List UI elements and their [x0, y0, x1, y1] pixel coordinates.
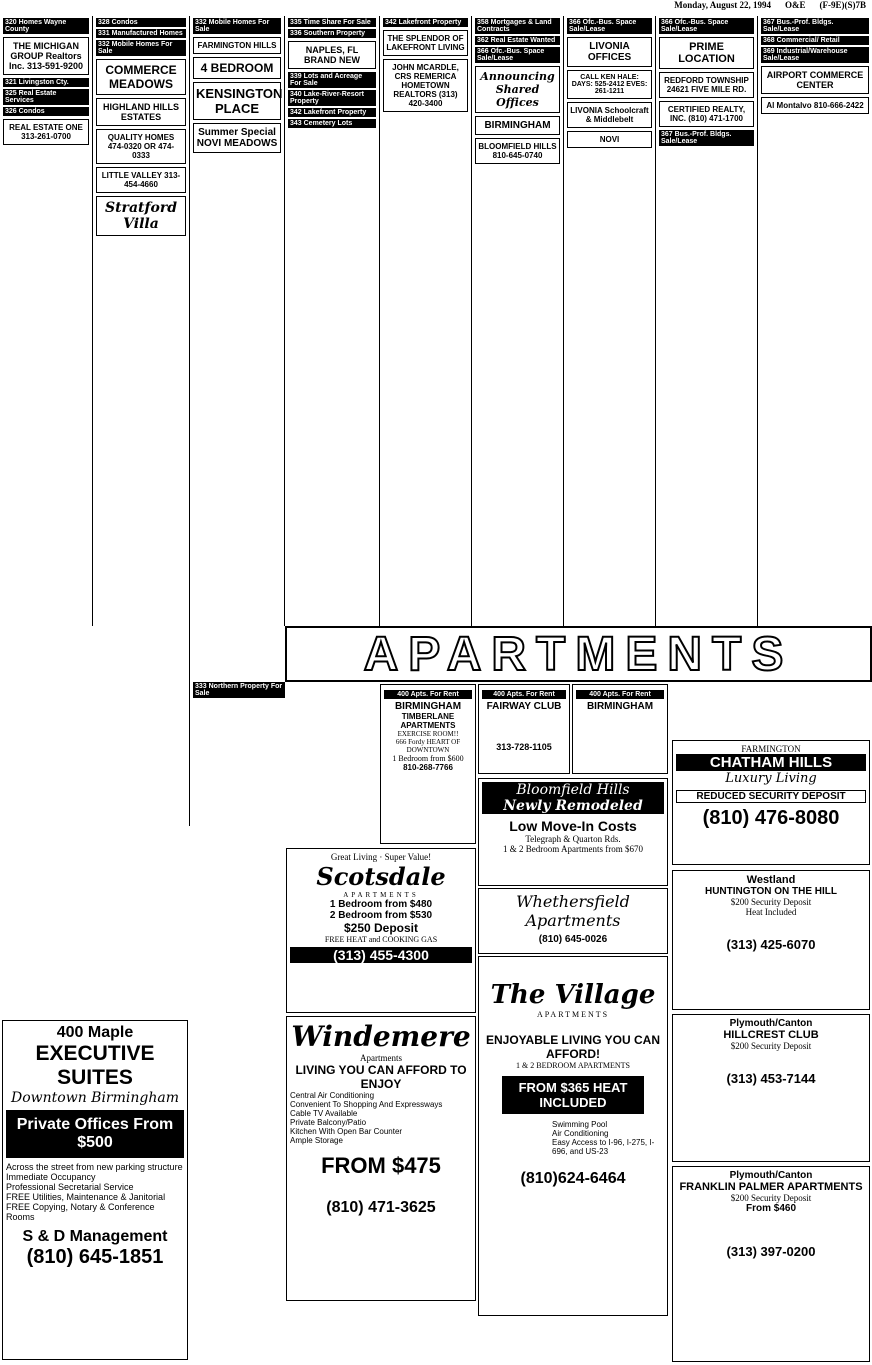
section-header: 400 Apts. For Rent	[482, 690, 566, 699]
ad-scotsdale	[286, 848, 476, 1013]
ad-bloomfield-hills	[478, 778, 668, 886]
section-header: 366 Ofc.-Bus. Space Sale/Lease	[659, 18, 754, 34]
column-4	[285, 16, 380, 626]
ad-prime-location: PRIME LOCATION	[659, 37, 754, 69]
village-bullet: Easy Access to I-96, I-275, I-696, and US-23	[552, 1138, 655, 1156]
ad-remerica: JOHN MCARDLE, CRS REMERICA HOMETOWN REALTORS (313) 420-3400	[383, 59, 468, 112]
scotsdale-phone: (313) 455-4300	[290, 947, 472, 963]
hillcrest-deposit: $200 Security Deposit	[730, 1041, 812, 1051]
village-line: 1 & 2 BEDROOM APARTMENTS	[516, 1061, 630, 1070]
franklin-deposit: $200 Security Deposit	[730, 1193, 812, 1203]
ad-naples: NAPLES, FL BRAND NEW	[288, 41, 376, 69]
section-header: 325 Real Estate Services	[3, 89, 89, 105]
ad-michigan-group: THE MICHIGAN GROUP Realtors Inc. 313-591-9200	[3, 37, 89, 75]
timberlane-pool: EXERCISE ROOM!!	[397, 730, 459, 738]
windemere-bullets	[290, 1091, 472, 1145]
section-header: 332 Mobile Homes For Sale	[193, 18, 281, 34]
section-header: 367 Bus.-Prof. Bldgs. Sale/Lease	[659, 130, 754, 146]
windemere-bullet: Kitchen With Open Bar Counter	[290, 1127, 403, 1136]
column-6	[472, 16, 564, 626]
hillcrest-area: Plymouth/Canton	[729, 1018, 813, 1029]
exec-title: 400 Maple	[56, 1024, 134, 1041]
section-header: 336 Southern Property	[288, 29, 376, 38]
lincoln-title: BIRMINGHAM	[586, 701, 654, 712]
exec-offer: Private Offices From $500	[6, 1110, 184, 1158]
section-header: 339 Lots and Acreage For Sale	[288, 72, 376, 88]
bloomfield-offer: Low Move-In Costs	[509, 818, 637, 834]
section-header: 400 Apts. For Rent	[384, 690, 472, 699]
apartments-banner	[285, 626, 872, 682]
chatham-sub: Luxury Living	[725, 771, 817, 786]
ad-bloomfield-hills-office: BLOOMFIELD HILLS 810-645-0740	[475, 138, 560, 164]
village-bullet: Air Conditioning	[552, 1129, 609, 1138]
huntington-heat: Heat Included	[745, 907, 797, 917]
section-header: 320 Homes Wayne County	[3, 18, 89, 34]
scotsdale-sub: APARTMENTS	[343, 891, 419, 899]
exec-bullet: FREE Copying, Notary & Conference Rooms	[6, 1202, 155, 1222]
village-sub: APARTMENTS	[536, 1010, 610, 1019]
section-header: 332 Mobile Homes For Sale	[96, 40, 186, 56]
column-7	[564, 16, 656, 626]
exec-bullets	[6, 1162, 184, 1222]
ad-hillcrest	[672, 1014, 870, 1162]
windemere-price: FROM $475	[321, 1153, 441, 1178]
windemere-headline: LIVING YOU CAN AFFORD TO ENJOY	[295, 1063, 467, 1091]
section-header: 340 Lake-River-Resort Property	[288, 90, 376, 106]
section-header: 400 Apts. For Rent	[576, 690, 664, 699]
exec-bullet: Across the street from new parking structure	[6, 1162, 183, 1172]
scotsdale-two-bed: 2 Bedroom from $530	[329, 910, 433, 921]
ad-franklin-palmer	[672, 1166, 870, 1362]
apartments-title: APARTMENTS	[363, 627, 794, 681]
ad-shared-offices: Announcing Shared Offices	[475, 66, 560, 113]
section-header: 362 Real Estate Wanted	[475, 36, 560, 45]
windemere-bullet: Central Air Conditioning	[290, 1091, 375, 1100]
village-bullets	[482, 1120, 664, 1156]
ad-timberlane	[380, 684, 476, 844]
section-header: 328 Condos	[96, 18, 186, 27]
section-header: 333 Northern Property For Sale	[193, 682, 285, 698]
timberlane-price: 1 Bedroom from $600	[392, 754, 464, 763]
chatham-area: FARMINGTON	[741, 744, 801, 754]
ad-quality-homes: QUALITY HOMES 474-0320 OR 474-0333	[96, 129, 186, 164]
ad-the-village	[478, 956, 668, 1316]
ad-4-bedroom: 4 BEDROOM	[193, 57, 281, 79]
exec-phone: (810) 645-1851	[26, 1246, 164, 1268]
exec-company: S & D Management	[22, 1228, 168, 1245]
huntington-deposit: $200 Security Deposit	[730, 897, 812, 907]
village-name: The Village	[490, 980, 656, 1010]
windemere-phone: (810) 471-3625	[326, 1199, 436, 1216]
scotsdale-deposit: $250 Deposit	[343, 921, 419, 935]
column-8	[656, 16, 758, 626]
timberlane-address: 666 Fordy HEART OF DOWNTOWN	[395, 738, 461, 754]
ad-birmingham-lincoln	[572, 684, 668, 774]
timberlane-title: BIRMINGHAM	[394, 701, 462, 712]
bloomfield-sub: Newly Remodeled	[482, 798, 664, 814]
section-header: 366 Ofc.-Bus. Space Sale/Lease	[475, 47, 560, 63]
column-3	[190, 16, 285, 626]
chatham-phone: (810) 476-8080	[702, 807, 840, 829]
section-header: 342 Lakefront Property	[288, 108, 376, 117]
scotsdale-name: Scotsdale	[316, 862, 446, 891]
bloomfield-title: Bloomfield Hills	[482, 782, 664, 798]
ad-chatham-hills	[672, 740, 870, 865]
windemere-bullet: Convenient To Shopping And Expressways	[290, 1100, 443, 1109]
exec-bullet: Professional Secretarial Service	[6, 1182, 134, 1192]
section-header: 367 Bus.-Prof. Bldgs. Sale/Lease	[761, 18, 869, 34]
masthead-code: (F-9E)(S)7B	[819, 0, 866, 10]
ad-birmingham-office: BIRMINGHAM	[475, 116, 560, 135]
exec-sub: Downtown Birmingham	[11, 1090, 179, 1106]
scotsdale-one-bed: 1 Bedroom from $480	[329, 899, 433, 910]
section-header: 326 Condos	[3, 107, 89, 116]
franklin-name: FRANKLIN PALMER APARTMENTS	[679, 1181, 863, 1193]
ad-fairway	[478, 684, 570, 774]
section-header: 342 Lakefront Property	[383, 18, 468, 27]
windemere-bullet: Ample Storage	[290, 1136, 343, 1145]
exec-bullet: FREE Utilities, Maintenance & Janitorial	[6, 1192, 166, 1202]
column-9	[758, 16, 872, 626]
windemere-sub: Apartments	[360, 1053, 402, 1063]
village-bullet: Swimming Pool	[552, 1120, 608, 1129]
section-header: 358 Mortgages & Land Contracts	[475, 18, 560, 34]
hillcrest-name: HILLCREST CLUB	[723, 1029, 819, 1041]
section-header: 368 Commercial/ Retail	[761, 36, 869, 45]
ad-kensington-place: KENSINGTON PLACE	[193, 82, 281, 120]
chatham-name: CHATHAM HILLS	[676, 754, 866, 771]
ad-whethersfield	[478, 888, 668, 954]
ad-novi: NOVI	[567, 131, 652, 148]
ad-splendor: THE SPLENDOR OF LAKEFRONT LIVING	[383, 30, 468, 56]
ad-huntington	[672, 870, 870, 1010]
whethersfield-phone: (810) 645-0026	[538, 934, 608, 945]
masthead-paper: O&E	[784, 0, 806, 10]
exec-bullet: Immediate Occupancy	[6, 1172, 96, 1182]
huntington-name: HUNTINGTON ON THE HILL	[704, 886, 838, 897]
column-5	[380, 16, 472, 626]
ad-windemere	[286, 1016, 476, 1301]
franklin-phone: (313) 397-0200	[726, 1244, 816, 1259]
huntington-phone: (313) 425-6070	[726, 937, 816, 952]
bloomfield-price: 1 & 2 Bedroom Apartments from $670	[503, 844, 643, 854]
timberlane-phone: 810-268-7766	[403, 763, 453, 772]
masthead-date: Monday, August 22, 1994	[674, 0, 771, 10]
ad-al-montalvo: Al Montalvo 810-666-2422	[761, 97, 869, 114]
bloomfield-location: Telegraph & Quarton Rds.	[525, 834, 621, 844]
ad-stratford-villa: Stratford Villa	[96, 196, 186, 236]
section-header: 335 Time Share For Sale	[288, 18, 376, 27]
ad-highland-hills: HIGHLAND HILLS ESTATES	[96, 98, 186, 126]
ad-novi-meadows: Summer Special NOVI MEADOWS	[193, 123, 281, 153]
ad-airport-commerce: AIRPORT COMMERCE CENTER	[761, 66, 869, 94]
section-header: 321 Livingston Cty.	[3, 78, 89, 87]
fairway-phone: 313-728-1105	[496, 742, 552, 752]
ad-commerce-meadows: COMMERCE MEADOWS	[96, 59, 186, 95]
ad-farmington-hills: FARMINGTON HILLS	[193, 37, 281, 54]
franklin-area: Plymouth/Canton	[729, 1170, 813, 1181]
whethersfield-name: Whethersfield Apartments	[516, 892, 630, 930]
ad-little-valley: LITTLE VALLEY 313-454-4660	[96, 167, 186, 193]
franklin-price: From $460	[745, 1203, 797, 1214]
column-1	[0, 16, 93, 626]
section-header: 369 Industrial/Warehouse Sale/Lease	[761, 47, 869, 63]
village-headline: ENJOYABLE LIVING YOU CAN AFFORD!	[485, 1033, 661, 1061]
fairway-name: FAIRWAY CLUB	[486, 701, 562, 712]
timberlane-name: TIMBERLANE APARTMENTS	[400, 712, 456, 730]
scotsdale-tagline: Great Living · Super Value!	[330, 852, 432, 862]
scotsdale-features: FREE HEAT and COOKING GAS	[324, 935, 438, 944]
section-header: 366 Ofc.-Bus. Space Sale/Lease	[567, 18, 652, 34]
ad-redford-township: REDFORD TOWNSHIP 24621 FIVE MILE RD.	[659, 72, 754, 98]
exec-headline: EXECUTIVE SUITES	[35, 1042, 155, 1089]
hillcrest-phone: (313) 453-7144	[726, 1071, 816, 1086]
ad-executive-suites	[2, 1020, 188, 1360]
huntington-area: Westland	[746, 874, 796, 886]
section-header: 343 Cemetery Lots	[288, 119, 376, 128]
ad-livonia-offices: LIVONIA OFFICES	[567, 37, 652, 67]
windemere-bullet: Private Balcony/Patio	[290, 1118, 367, 1127]
ad-livonia-schoolcraft: LIVONIA Schoolcraft & Middlebelt	[567, 102, 652, 128]
village-offer: FROM $365 HEAT INCLUDED	[502, 1076, 644, 1114]
column-2	[93, 16, 190, 826]
section-header: 331 Manufactured Homes	[96, 29, 186, 38]
windemere-bullet: Cable TV Available	[290, 1109, 358, 1118]
ad-real-estate-one: REAL ESTATE ONE 313-261-0700	[3, 119, 89, 145]
village-phone: (810)624-6464	[520, 1170, 626, 1187]
ad-call-ken-hale: CALL KEN HALE: DAYS: 525-2412 EVES: 261-1211	[567, 70, 652, 99]
masthead	[0, 0, 872, 12]
ad-certified-realty: CERTIFIED REALTY, INC. (810) 471-1700	[659, 101, 754, 127]
chatham-offer: REDUCED SECURITY DEPOSIT	[676, 790, 866, 803]
windemere-name: Windemere	[291, 1020, 471, 1053]
